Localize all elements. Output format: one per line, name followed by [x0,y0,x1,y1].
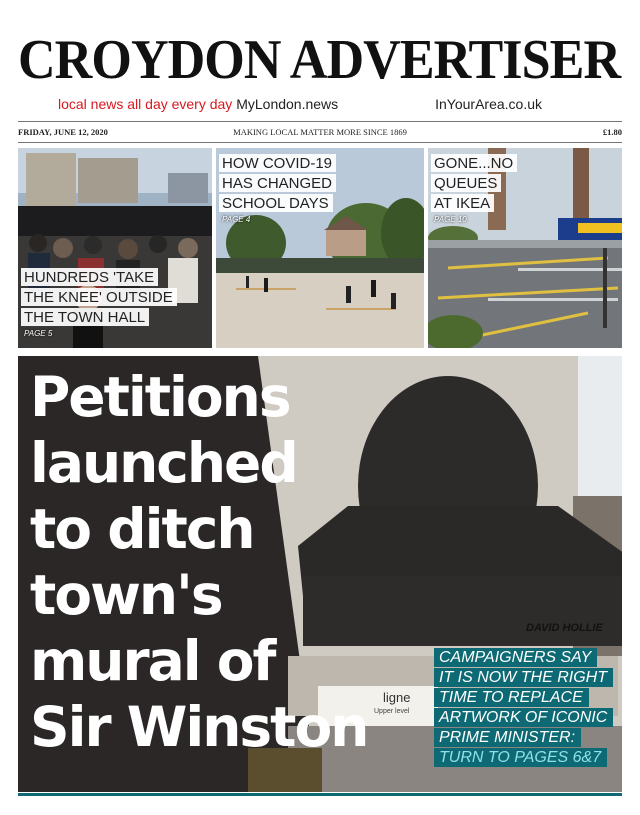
mural-signature: DAVID HOLLIE [526,622,603,634]
promo-take-the-knee[interactable] [18,148,212,348]
shop-sign-sub: Upper level [374,708,410,715]
promo-headline-line: GONE...NO [431,154,517,172]
issue-date: FRIDAY, JUNE 12, 2020 [18,127,108,137]
promo-ikea[interactable] [428,148,622,348]
caption-line: ARTWORK OF ICONIC [434,708,613,727]
masthead-title: CROYDON ADVERTISER [18,29,621,91]
promo-headline-line: AT IKEA [431,194,494,212]
price: £1.80 [602,127,622,137]
promo-page-ref: PAGE 4 [222,215,251,224]
promo-covid-school[interactable] [216,148,424,348]
lead-headline [30,364,450,760]
caption-line: TIME TO REPLACE [434,688,589,707]
tagline-text: local news all day every day [58,96,233,112]
inyourarea-link[interactable]: InYourArea.co.uk [435,96,542,112]
masthead [18,30,622,90]
caption-line: CAMPAIGNERS SAY [434,648,597,667]
promo-headline-line: HUNDREDS 'TAKE [21,268,158,286]
promo-headline-line: HAS CHANGED [219,174,336,192]
bottom-rule [18,793,622,796]
promo-headline-line: THE KNEE' OUTSIDE [21,288,177,306]
promo-headline-line: SCHOOL DAYS [219,194,333,212]
promo-page-ref: PAGE 10 [434,215,467,224]
shop-sign: ligne [383,690,411,705]
caption-line: IT IS NOW THE RIGHT [434,668,613,687]
lead-headline-line: mural of [30,629,275,693]
masthead-rule [18,121,622,122]
caption-line: PRIME MINISTER: [434,728,581,747]
promo-page-ref: PAGE 5 [24,329,53,338]
dateline-rule [18,142,622,143]
lead-headline-line: town's [30,563,222,627]
lead-story[interactable] [18,356,622,792]
mylondon-link[interactable]: MyLondon.news [236,96,339,112]
promo-headline-line: HOW COVID-19 [219,154,336,172]
caption-page-link[interactable]: TURN TO PAGES 6&7 [434,748,607,767]
tagline [58,96,338,112]
lead-headline-line: Petitions [30,365,290,429]
promo-headline-line: THE TOWN HALL [21,308,149,326]
lead-headline-line: Sir Winston [30,695,368,759]
promo-headline-line: QUEUES [431,174,501,192]
lead-headline-line: launched [30,431,297,495]
lead-headline-line: to ditch [30,497,254,561]
slogan: MAKING LOCAL MATTER MORE SINCE 1869 [233,127,407,137]
dateline [18,127,622,141]
